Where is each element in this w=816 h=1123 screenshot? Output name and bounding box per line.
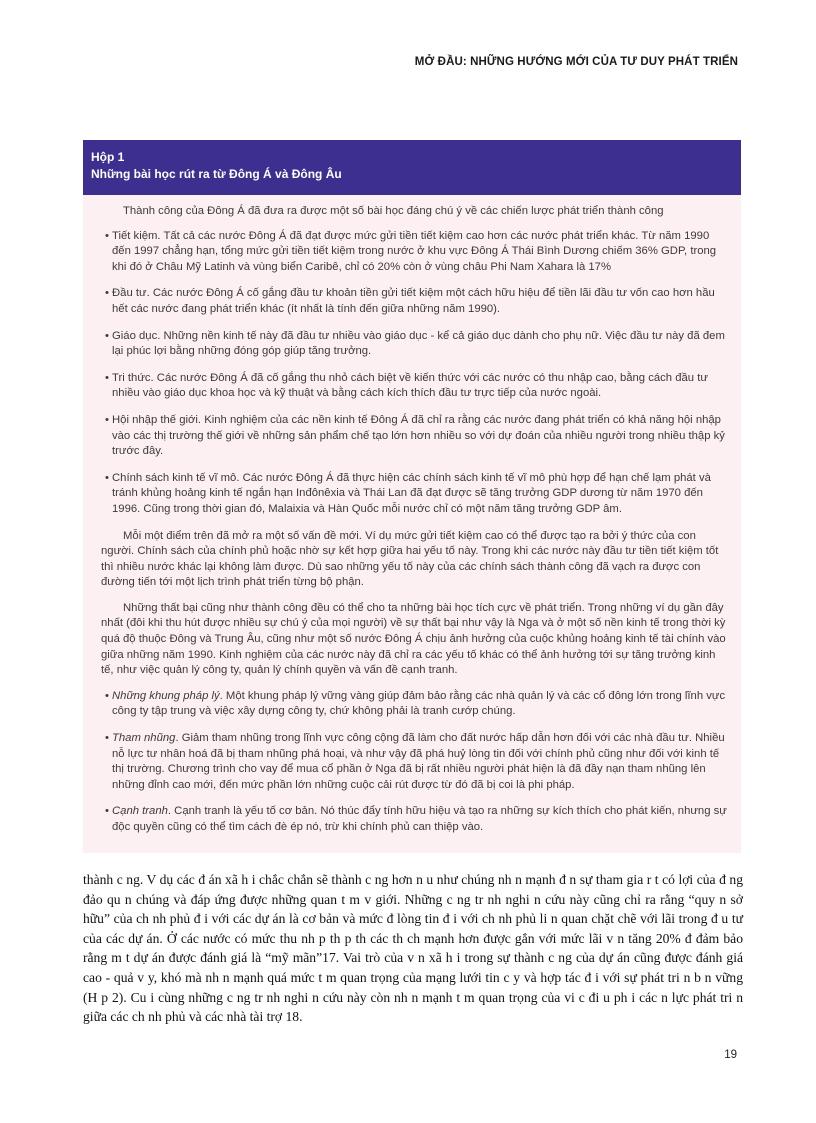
bullet-corruption [101, 731, 729, 793]
bullet-education [101, 329, 729, 360]
bullet-dot: • [105, 471, 109, 484]
box-body [83, 195, 741, 836]
box-header [83, 140, 741, 195]
bullet-integration [101, 413, 729, 460]
bullet-dot: • [105, 229, 109, 242]
box-paragraph: Những thất bại cũng như thành công đều có thể cho ta những bài học tích cực về phát triển. Trong những ví dụ gần đây nhất (đôi khi thu hút được nhiều sự chú ý của mọi người) về sự thất bại như vậy là Nga và ở một số nền kinh tế trong thời kỳ quá độ thuộc Đông và Trung Âu, cũng như một số nước Đông Á chịu ảnh hưởng của cuộc khủng hoảng kinh tế tài chính vào giữa những năm 1990. Kinh nghiệm của các nước này đã chỉ ra các yếu tố khác có thể ảnh hưởng tới sự tăng trưởng kinh tế, như việc quản lý công ty, quản lý chính quyền và vấn đề cạnh tranh. [101, 601, 726, 677]
bullet-investment [101, 286, 729, 317]
running-header: MỞ ĐẦU: NHỮNG HƯỚNG MỚI CỦA TƯ DUY PHÁT TRIỂN [414, 56, 738, 68]
bullet-dot: • [105, 413, 109, 426]
bullet-term: Cạnh tranh [112, 805, 168, 818]
bullet-text: Giáo dục. Những nền kinh tế này đã đầu tư nhiều vào giáo dục - kể cả giáo dục dành cho phụ nữ. Việc đầu tư này đã đem lại phúc lợi bằng những đóng góp giúp tăng trưởng. [112, 329, 725, 358]
sidebar-box [83, 140, 741, 853]
box-label: Hộp 1 [91, 150, 125, 164]
bullet-text: Chính sách kinh tế vĩ mô. Các nước Đông Á đã thực hiện các chính sách kinh tế vĩ mô phù hợp để hạn chế lạm phát và tránh khủng hoảng kinh tế ngắn hạn Inđônêxia và Thái Lan đã đạt được sẽ tăng trưởng GDP dương từ năm 1970 đến 1996. Cũng trong thời gian đó, Malaixia và Hàn Quốc mỗi nước chỉ có một năm tăng trưởng GDP âm. [112, 471, 711, 515]
box-paragraph: Mỗi một điểm trên đã mở ra một số vấn đề mới. Ví dụ mức gửi tiết kiệm cao có thể được tạo ra bởi ý thức của con người. Chính sách của chính phủ hoặc nhờ sự kết hợp giữa hai yếu tố này. Trong khi các nước này đầu tư tiền tiết kiệm tốt thì nhiều nước khác lại không làm được. Dù sao những yếu tố này của các chính sách thành công đã vạch ra được con đường tiến tới một lịch trình phát triển từng bộ phận. [101, 529, 719, 589]
bullet-macro-policy [101, 471, 729, 518]
bullet-legal-framework [101, 689, 729, 720]
bullet-text: Tiết kiệm. Tất cả các nước Đông Á đã đạt được mức gửi tiền tiết kiệm cao hơn các nước phát triển khác. Từ năm 1990 đến 1997 chẳng hạn, tổng mức gửi tiền tiết kiệm trong nước ở khu vực Đông Á Thái Bình Dương chiếm 36% GDP, trong khi đó ở Châu Mỹ Latinh và vùng biển Caribê, chỉ có 20% còn ở vùng châu Phi Nam Xahara là 17% [112, 229, 717, 273]
bullet-dot: • [105, 689, 109, 702]
bullet-text: . Cạnh tranh là yếu tố cơ bản. Nó thúc đẩy tính hữu hiệu và tạo ra những sự kích thích cho phát kiến, nhưng sự độc quyền cũng có thể tìm cách đè ép nó, trừ khi chính phủ can thiệp vào. [112, 805, 727, 833]
bullet-text: . Một khung pháp lý vững vàng giúp đảm bảo rằng các nhà quản lý và các cổ đông lớn trong lĩnh vực công ty tập trung và việc xây dựng công ty, chứ không phải là tranh cướp chúng. [112, 689, 726, 718]
bullet-text: Đầu tư. Các nước Đông Á cố gắng đầu tư khoản tiền gửi tiết kiệm một cách hữu hiệu để tiền lãi đầu tư vốn cao hơn hầu hết các nước đang phát triển khác (ít nhất là tính đến giữa những năm 1990). [112, 287, 715, 315]
bullet-term: Tham nhũng [112, 732, 176, 745]
bullet-dot: • [105, 287, 109, 300]
bullet-dot: • [105, 732, 109, 745]
bullet-text: Tri thức. Các nước Đông Á đã cố gắng thu nhỏ cách biệt về kiến thức với các nước có thu nhập cao, bằng cách đầu tư nhiều vào giáo dục khoa học và kỹ thuật và bằng cách kích thích đầu tư trực tiếp của nước ngoài. [112, 371, 708, 400]
bullet-term: Những khung pháp lý [112, 689, 220, 702]
bullet-dot: • [105, 329, 109, 342]
bullet-text: Hội nhập thế giới. Kinh nghiệm của các nền kinh tế Đông Á đã chỉ ra rằng các nước đang phát triển có khả năng hội nhập vào các thị trường thế giới về những sản phẩm chế tạo lớn hơn nhiều so với dự đoán của nhiều người trong nhiều thập kỷ trước đây. [112, 413, 725, 458]
body-paragraph: thành c ng. V dụ các đ án xã h i chắc chắn sẽ thành c ng hơn n u như chúng nh n mạnh đ n sự tham gia r t có lợi của đ ng đảo qu n chúng và đáp ứng được những quan t m v giới. Những c ng tr nh nghi n cứu này cũng chỉ ra rằng “quy n sở hữu” của ch nh phủ đ i với các dự án là cơ bản và mức đ lòng tin đ i với ch nh phủ li n quan chặt chẽ với lãi trong đ u tư của các dự án. Ở các nước có mức thu nh p th p th các th ch mạnh hơn được gắn với mức lãi v n tăng 20% đ đảm bảo rằng m t dự án được đánh giá là “mỹ mãn”17. Vai trò của v n xã h i trong sự thành c ng của dự án cũng được đánh giá cao - quả v y, khó mà nh n mạnh quá mức t m quan trọng của mạng lưới tin c y và hợp tác đ i với sự phát tri n b n vững (H p 2). Cu i cùng những c ng tr nh nghi n cứu này còn nh n mạnh t m quan trọng của vi c đi u ph i các n lực phát tri n giữa các ch nh phủ và các nhà tài trợ 18. [83, 872, 743, 1025]
page-number: 19 [724, 1049, 737, 1061]
bullet-dot: • [105, 371, 109, 384]
bullet-dot: • [105, 805, 109, 818]
bullet-savings [101, 229, 729, 276]
bullet-competition [101, 804, 729, 835]
box-intro: Thành công của Đông Á đã đưa ra được một số bài học đáng chú ý về các chiến lược phát triển thành công [123, 205, 664, 217]
bullet-knowledge [101, 371, 729, 402]
box-title: Những bài học rút ra từ Đông Á và Đông Âu [91, 167, 342, 181]
bullet-text: . Giảm tham nhũng trong lĩnh vực công cộng đã làm cho đất nước hấp dẫn hơn đối với các nhà đầu tư. Nhiều nỗ lực tư nhân hoá đã bị tham nhũng phá hoại, và như vậy đã phá huỷ lòng tin đối với chính phủ cũng như đối với kinh tế thị trường. Chương trình cho vay để mua cổ phần ở Nga đã bị rất nhiều người phát hiện là đã đầy nạn tham nhũng lên những đỉnh cao mới, đến mức phần lớn những cuộc cải rút được từ đó đã bị coi là phi pháp. [112, 732, 725, 791]
